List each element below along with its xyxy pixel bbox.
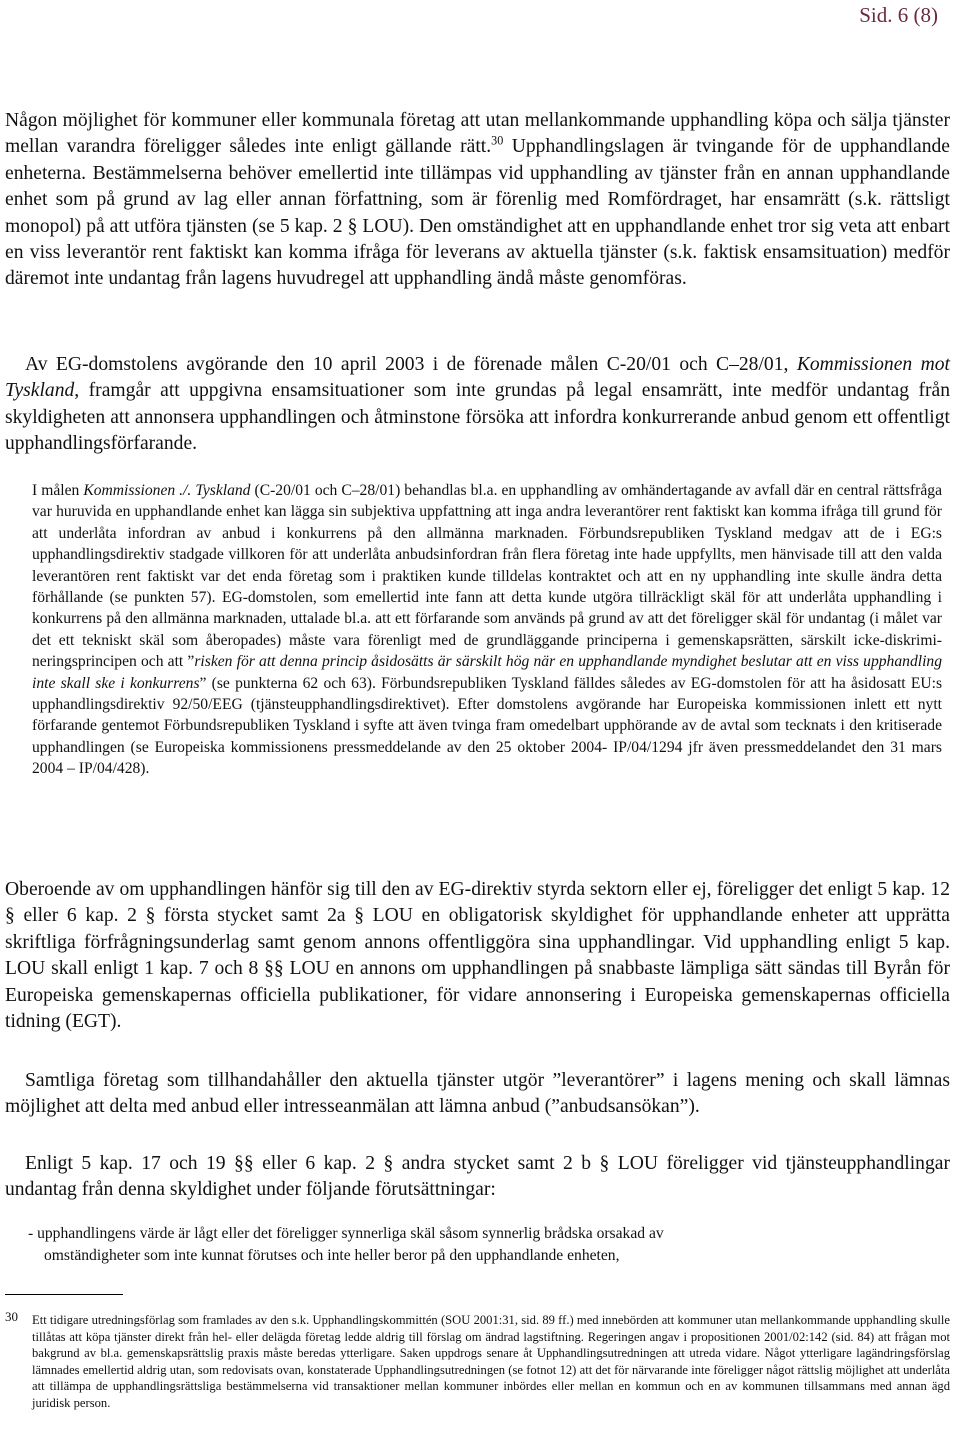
footnote-text: Ett tidigare utredningsförlag som framlades av den s.k. Upphandlingskommittén (SOU 2001:31, sid. 89 ff.) med innebörden att kommuner utan mellankommande upphandling skulle tillåtas att köpa tjänster direkt från hel- eller delägda företag ledde aldrig till förslag om ändrad lagstiftning. Regeringen angav i propositionen 2001/02:142 (sid. 84) att frågan mot bakgrund av bl.a. gemenskapsrättslig praxis måste beredas ytterligare. Saken uppdrogs senare åt Upphandlingsutredningen att utreda vidare. Något ytterligare lagändringsförslag lämnades emellertid aldrig utan, som redovisats ovan, konstaterade Upphandlingsutredningen (se fotnot 12) att det för närvarande inte föreligger något rättslig möjlighet att underlåta att tillämpa de upphandlingsrättsliga bestämmelserna vid transaktioner mellan kommuner inbördes eller mellan en kommun och en av kommunen tillsammans med annan ägd juridisk person. bbox=[32, 1313, 950, 1410]
paragraph-leverantorer: Samtliga företag som tillhandahåller den aktuella tjänster utgör ”leverantörer” i lagens mening och skall lämnas möjlighet att delta med anbud eller intresseanmälan att lämna anbud (”anbudsansökan”). bbox=[5, 1070, 950, 1118]
footnote-number: 30 bbox=[5, 1309, 18, 1324]
quote-paragraph bbox=[32, 480, 942, 780]
bullet-line: - upphandlingens värde är lågt eller det föreligger synnerliga skäl såsom synnerlig brådska orsakad av bbox=[28, 1225, 664, 1242]
quote-citation: risken för att denna princip åsidosätts är särskilt hög när en upphandlande myndighet beslutar att en viss upphandling inte skall ske i konkurrens bbox=[32, 653, 942, 692]
paragraph-text: Av EG-domstolens avgörande den 10 april 2003 i de förenade målen C-20/01 och C–28/01, bbox=[25, 354, 797, 375]
quote-text: I målen bbox=[32, 482, 84, 499]
footnote-divider bbox=[5, 1294, 123, 1295]
paragraph-text: Någon möjlighet för kommuner eller kommunala företag att utan mellankommande upphandling köpa och sälja tjänster mellan varandra föreligger således inte enligt gällande rätt. bbox=[5, 110, 950, 158]
quote-text: ” (se punkterna 62 och 63). Förbundsrepubliken Tyskland fälldes således av EG-domstolen för att ha åsidosatt EU:s upphandlingsdirektiv 92/50/EEG (tjänsteupphandlingsdirektivet). Efter domstolens avgörande har Europeiska kommissionen inlett ett nytt förfarande gentemot Förbundsrepubliken Tyskland i syfte att även tvinga fram omedelbart upphörande av de avtal som tecknats i den kritiserade upphandlingen (se Europeiska kommissionens pressmeddelande av den 25 oktober 2004- IP/04/1294 jfr även pressmeddelandet den 31 mars 2004 – IP/04/428). bbox=[32, 674, 943, 778]
quote-text: (C-20/01 och C–28/01) behandlas bl.a. en upphandling av omhändertagande av avfall där en central rättsfråga var huruvida en upphandlande enhet kan lägga sin subjektiva uppfattning att inga andra leverantörer rent faktiskt kan komma ifråga till grund för att underlåta infordran av anbud i konkurrens på den allmänna marknaden. Förbundsrepubliken Tyskland medgav att de i EG:s upphandlingsdirektiv stadgade villkoren för att underlåta anbudsinfordran från flera företag inte hade uppfyllts, men hänvisade till att den valda leverantören rent faktiskt var det enda företag som i praktiken kunde tilldelas kontraktet och att en ny upphandling inte skulle ändra detta förhållande (se punkten 57). EG-domstolen, som emellertid inte fann att detta kunde utgöra tillräckligt skäl för att underlåta upphandling i konkurrens på den allmänna marknaden, uttalade bl.a. att ett förfarande som används på grund av att det föreligger skäl för undantag (i målet var det ett tekniskt skäl som åberopades) måste vara förenligt med de grundläggande principerna i gemenskapsrätten, särskilt icke-diskrimineringsprincipen och att ” bbox=[32, 482, 943, 671]
paragraph-annonsering: Oberoende av om upphandlingen hänför sig till den av EG-direktiv styrda sektorn eller ej, föreligger det enligt 5 kap. 12 § eller 6 kap. 2 § första stycket samt 2a § LOU en obligatorisk skyldighet för upphandlande enheter att upprätta skriftliga förfrågningsunderlag samt genom annons offentliggöra sina upphandlingar. Vid upphandling enligt 5 kap. LOU skall enligt 1 kap. 7 och 8 §§ LOU en annons om upphandlingen på snabbaste lämpliga sätt sändas till Byrån för Europeiska gemenskapernas officiella publikationer, för vidare annonsering i Europeiska gemenskapernas officiella tidning (EGT). bbox=[5, 879, 950, 1033]
bullet-item bbox=[28, 1223, 928, 1267]
paragraph-undantag: Enligt 5 kap. 17 och 19 §§ eller 6 kap. 2 § andra stycket samt 2 b § LOU föreligger vid tjänsteupphandlingar undantag från denna skyldighet under följande förutsättningar: bbox=[5, 1153, 950, 1201]
case-name: Kommissionen mot Tyskland bbox=[5, 354, 950, 402]
quote-case-name: Kommissionen ./. Tyskland bbox=[83, 482, 251, 499]
page-number: Sid. 6 (8) bbox=[859, 3, 938, 27]
paragraph-eg-domstolen bbox=[5, 352, 950, 458]
paragraph-text: Upphandlingslagen är tvingande för de upphandlande enheterna. Bestämmelserna behöver emellertid inte tillämpas vid upphandling av tjänster från en annan upphandlande enhet som på grund av lag eller annan författning, som är förenlig med Romfördraget, har ensamrätt (s.k. rättsligt monopol) på att utföra tjänsten (se 5 kap. 2 § LOU). Den omständighet att en upphandlande enhet tror sig veta att enbart en viss leverantör rent faktiskt kan komma ifråga för leverans av aktuella tjänster (s.k. faktisk ensamsituation) medför däremot inte undantag från lagens huvudregel att upphandling ändå måste genomföras. bbox=[5, 136, 950, 290]
paragraph-text: , framgår att uppgivna ensamsituationer som inte grundas på legal ensamrätt, inte medför undantag från skyldigheten att annonsera upphandlingen och åtminstone försöka att infordra konkurrerande anbud genom ett offentligt upphandlingsförfarande. bbox=[5, 380, 950, 455]
footnote-reference[interactable]: 30 bbox=[491, 133, 504, 148]
block-quote bbox=[32, 480, 942, 780]
bullet-line: omständigheter som inte kunnat förutses och inte heller beror på den upphandlande enheten, bbox=[44, 1246, 620, 1264]
paragraph-ensamratt bbox=[5, 108, 950, 293]
